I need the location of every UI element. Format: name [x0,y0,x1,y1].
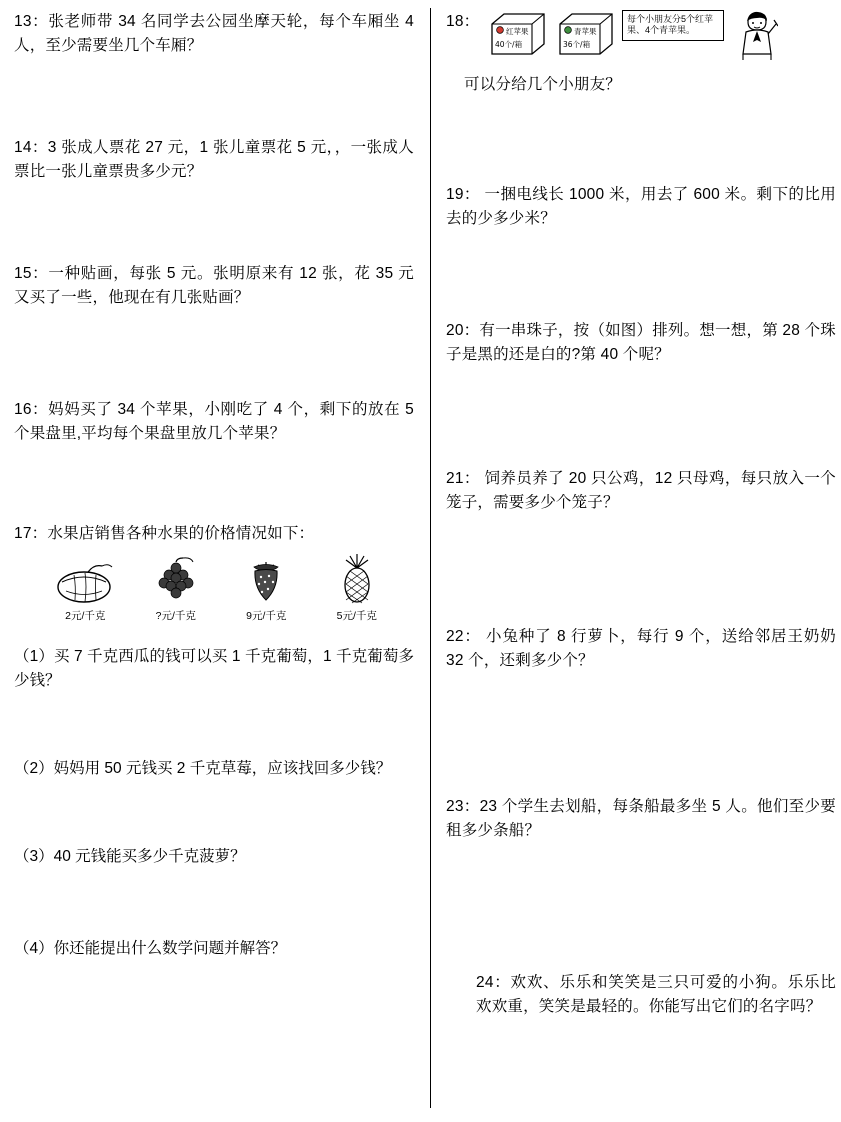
left-column [14,10,414,961]
question-18-figure [486,10,778,67]
question-17: 17：水果店销售各种水果的价格情况如下： [14,525,315,543]
fruit-price-table [14,556,414,623]
spacer [446,97,836,183]
spacer [14,58,414,136]
fruit-price-label: ?元/千克 [155,610,196,623]
question-18 [446,10,836,67]
fruit-price-label: 5元/千克 [336,610,377,623]
fruit-price-label: 9元/千克 [246,610,287,623]
spacer [14,310,414,398]
spacer [14,869,414,937]
green-apple-box-icon [554,10,616,63]
spacer [446,231,836,319]
spacer [14,781,414,845]
watermelon-icon [54,556,116,604]
svg-text:红苹果: 红苹果 [506,27,529,36]
spacer [446,673,836,795]
fruit-item [223,556,309,623]
spacer [446,843,836,971]
spacer [446,367,836,467]
strawberry-icon [244,556,288,604]
red-apple-box-icon [486,10,548,63]
spacer [14,446,414,522]
pineapple-icon [336,556,378,604]
spacer [14,184,414,262]
spacer [14,693,414,757]
question-23: 23：23 个学生去划船，每条船最多坐 5 人。他们至少要租多少条船？ [446,798,836,840]
question-21: 21： 饲养员养了 20 只公鸡，12 只母鸡，每只放入一个笼子，需要多少个笼子？ [446,470,836,512]
question-22: 22： 小兔种了 8 行萝卜，每行 9 个，送给邻居王奶奶 32 个，还剩多少个？ [446,628,836,670]
question-17-sub-4: （4）你还能提出什么数学问题并解答？ [14,940,287,958]
fruit-item [133,556,219,623]
question-16: 16：妈妈买了 34 个苹果，小刚吃了 4 个，剩下的放在 5 个果盘里,平均每个果盘里放几个苹果？ [14,401,414,443]
svg-text:40个/箱: 40个/箱 [495,40,523,49]
question-18-text: 可以分给几个小朋友？ [464,76,622,93]
question-17-sub-3: （3）40 元钱能买多少千克菠萝？ [14,848,246,866]
svg-text:36个/箱: 36个/箱 [563,40,591,49]
question-18-number: 18： [446,13,480,30]
question-13: 13：张老师带 34 名同学去公园坐摩天轮，每个车厢坐 4 人，至少需要坐几个车厢？ [14,13,414,55]
fruit-price-label: 2元/千克 [65,610,106,623]
column-divider [430,8,431,1108]
question-17-sub-2: （2）妈妈用 50 元钱买 2 千克草莓，应该找回多少钱？ [14,760,392,778]
fruit-item [42,556,128,623]
grapes-icon [153,556,199,604]
spacer [446,515,836,625]
question-24: 24：欢欢、乐乐和笑笑是三只可爱的小狗。乐乐比欢欢重，笑笑是最轻的。你能写出它们的名字吗？ [476,974,836,1016]
right-column [446,10,836,1019]
question-17-sub-1: （1）买 7 千克西瓜的钱可以买 1 千克葡萄，1 千克葡萄多少钱？ [14,648,414,690]
svg-text:青苹果: 青苹果 [574,27,597,36]
fruit-item [314,556,400,623]
spacer [14,623,414,645]
question-14: 14：3 张成人票花 27 元，1 张儿童票花 5 元，，一张成人票比一张儿童票贵多少元？ [14,139,414,181]
question-15: 15：一种贴画，每张 5 元。张明原来有 12 张，花 35 元又买了一些，他现在有几张贴画？ [14,265,414,307]
question-20: 20：有一串珠子，按（如图）排列。想一想，第 28 个珠子是黑的还是白的?第 40 个呢？ [446,322,836,364]
apple-distribution-note: 每个小朋友分5个红苹果、4个青苹果。 [622,10,724,41]
teacher-icon [734,10,778,67]
question-19: 19： 一捆电线长 1000 米，用去了 600 米。剩下的比用去的少多少米？ [446,186,836,228]
